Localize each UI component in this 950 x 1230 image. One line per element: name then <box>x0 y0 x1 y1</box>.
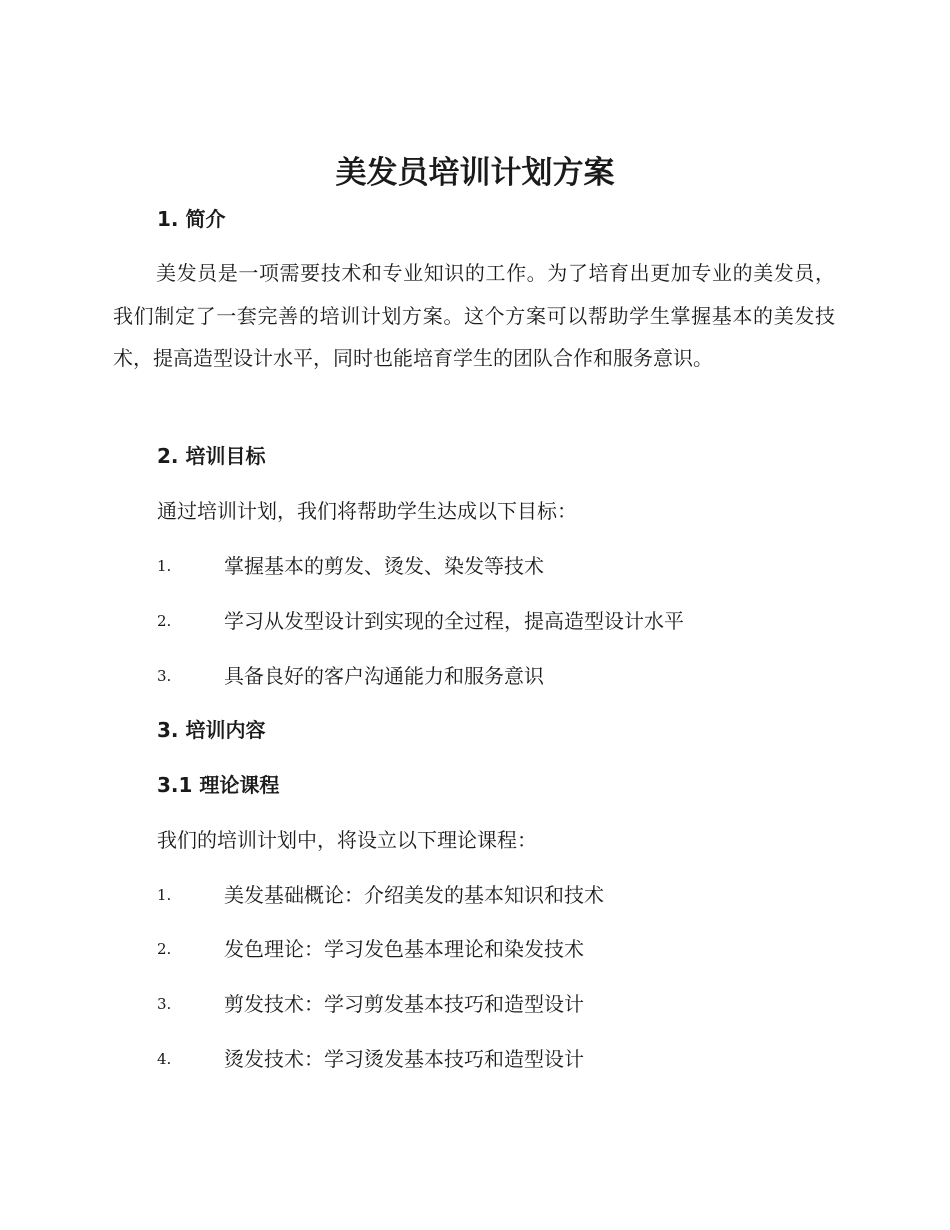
list-item-text: 剪发技术：学习剪发基本技巧和造型设计 <box>224 992 584 1016</box>
list-item-text: 烫发技术：学习烫发基本技巧和造型设计 <box>224 1047 584 1071</box>
course-list-item <box>157 880 857 910</box>
section-heading-intro: 1. 简介 <box>157 207 226 231</box>
list-number: 4. <box>157 1050 172 1068</box>
list-number: 2. <box>157 612 172 630</box>
list-item-text: 掌握基本的剪发、烫发、染发等技术 <box>224 554 544 578</box>
section-heading-content: 3. 培训内容 <box>157 718 266 742</box>
list-item-text: 学习从发型设计到实现的全过程，提高造型设计水平 <box>224 609 684 633</box>
course-list-item <box>157 934 857 964</box>
goals-intro: 通过培训计划，我们将帮助学生达成以下目标： <box>157 499 577 523</box>
goal-list-item <box>157 551 857 581</box>
section-heading-goals: 2. 培训目标 <box>157 444 266 468</box>
goal-list-item <box>157 661 857 691</box>
list-item-text: 发色理论：学习发色基本理论和染发技术 <box>224 937 584 961</box>
list-number: 3. <box>157 995 172 1013</box>
course-list-item <box>157 1044 857 1074</box>
list-item-text: 具备良好的客户沟通能力和服务意识 <box>224 664 544 688</box>
list-number: 1. <box>157 557 172 575</box>
list-item-text: 美发基础概论：介绍美发的基本知识和技术 <box>224 883 604 907</box>
theory-intro: 我们的培训计划中，将设立以下理论课程： <box>157 828 537 852</box>
subsection-heading-theory: 3.1 理论课程 <box>157 773 280 797</box>
list-number: 3. <box>157 667 172 685</box>
intro-paragraph: 美发员是一项需要技术和专业知识的工作。为了培育出更加专业的美发员，我们制定了一套完善的培训计划方案。这个方案可以帮助学生掌握基本的美发技术，提高造型设计水平，同时也能培育学生的团队合作和服务意识。 <box>113 261 835 370</box>
course-list-item <box>157 989 857 1019</box>
list-number: 2. <box>157 940 172 958</box>
goal-list-item <box>157 606 857 636</box>
document-title: 美发员培训计划方案 <box>335 155 615 191</box>
list-number: 1. <box>157 886 172 904</box>
